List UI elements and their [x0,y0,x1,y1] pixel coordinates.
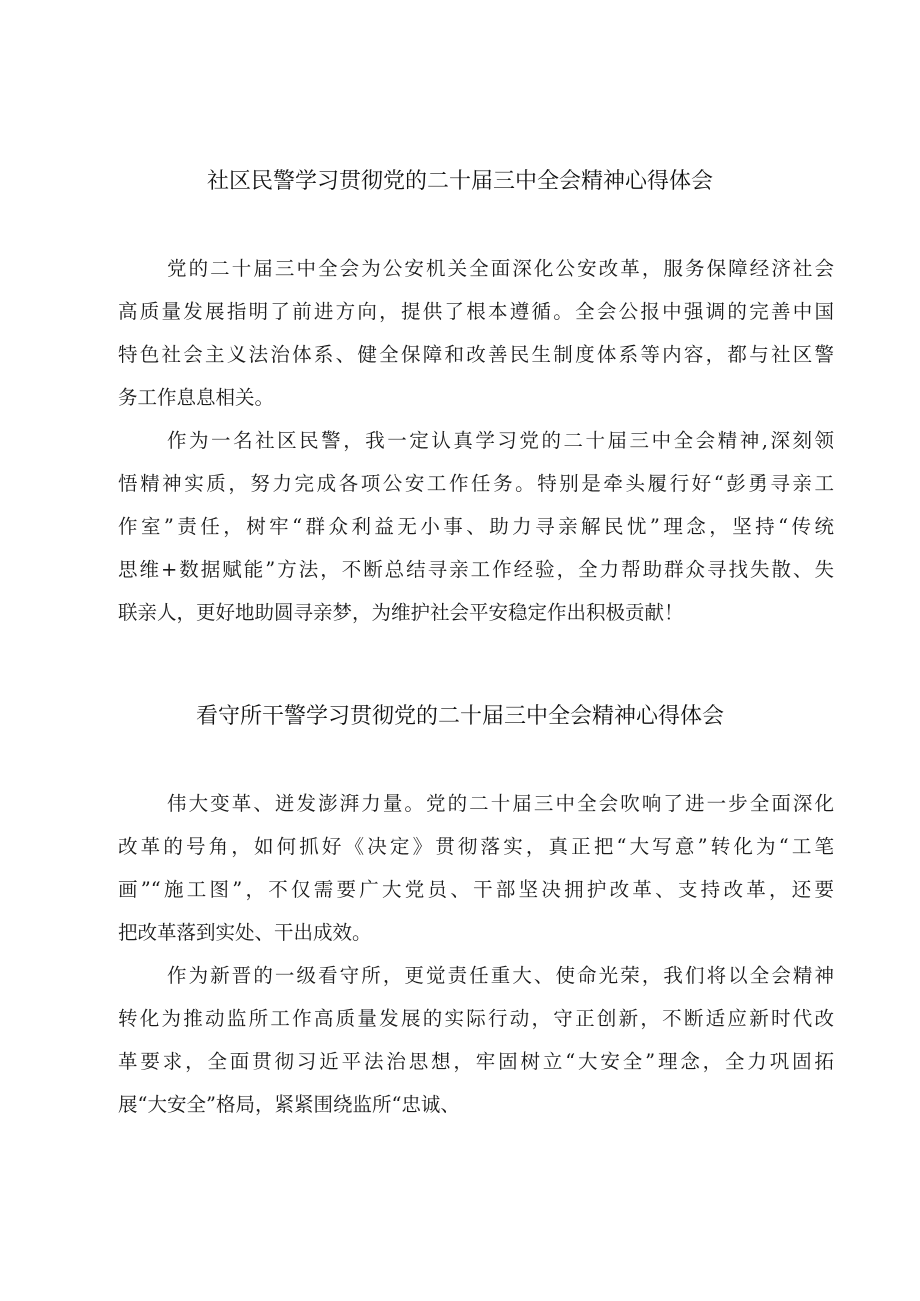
text-line: 改革的号角，如何抓好《决定》贯彻落实，真正把“大写意”转化为“工笔 [118,835,834,858]
text-line: 联亲人，更好地助圆寻亲梦，为维护社会平安稳定作出积极贡献！ [118,601,684,624]
text-line: 革要求，全面贯彻习近平法治思想，牢固树立“大安全”理念，全力巩固拓 [118,1050,834,1073]
section-1-title: 社区民警学习贯彻党的二十届三中全会精神心得体会 [206,169,713,194]
text-line: 务工作息息相关。 [118,386,275,409]
text-line: 伟大变革、迸发澎湃力量。党的二十届三中全会吹响了进一步全面深化 [167,792,834,815]
text-line: 思维+数据赋能”方法，不断总结寻亲工作经验，全力帮助群众寻找失散、失 [118,558,834,581]
text-line: 把改革落到实处、干出成效。 [118,921,372,944]
text-line: 党的二十届三中全会为公安机关全面深化公安改革，服务保障经济社会 [167,257,834,280]
text-line: 作室”责任，树牢“群众利益无小事、助力寻亲解民忧”理念，坚持“传统 [118,515,834,538]
text-line: 展“大安全”格局，紧紧围绕监所“忠诚、 [118,1093,460,1116]
section-1-paragraph-2 [118,419,834,634]
text-line: 作为一名社区民警，我一定认真学习党的二十届三中全会精神,深刻领 [167,429,834,452]
text-line: 悟精神实质，努力完成各项公安工作任务。特别是牵头履行好“彭勇寻亲工 [118,472,834,495]
text-line: 画”“施工图”，不仅需要广大党员、干部坚决拥护改革、支持改革，还要 [118,878,834,901]
text-line: 转化为推动监所工作高质量发展的实际行动，守正创新，不断适应新时代改 [118,1007,834,1030]
section-2-paragraph-1 [118,782,834,954]
section-2-paragraph-2 [118,954,834,1126]
text-line: 特色社会主义法治体系、健全保障和改善民生制度体系等内容，都与社区警 [118,343,834,366]
text-line: 高质量发展指明了前进方向，提供了根本遵循。全会公报中强调的完善中国 [118,300,834,323]
text-line: 作为新晋的一级看守所，更觉责任重大、使命光荣，我们将以全会精神 [167,964,834,987]
section-2-title: 看守所干警学习贯彻党的二十届三中全会精神心得体会 [195,704,724,729]
section-1-paragraph-1 [118,247,834,419]
